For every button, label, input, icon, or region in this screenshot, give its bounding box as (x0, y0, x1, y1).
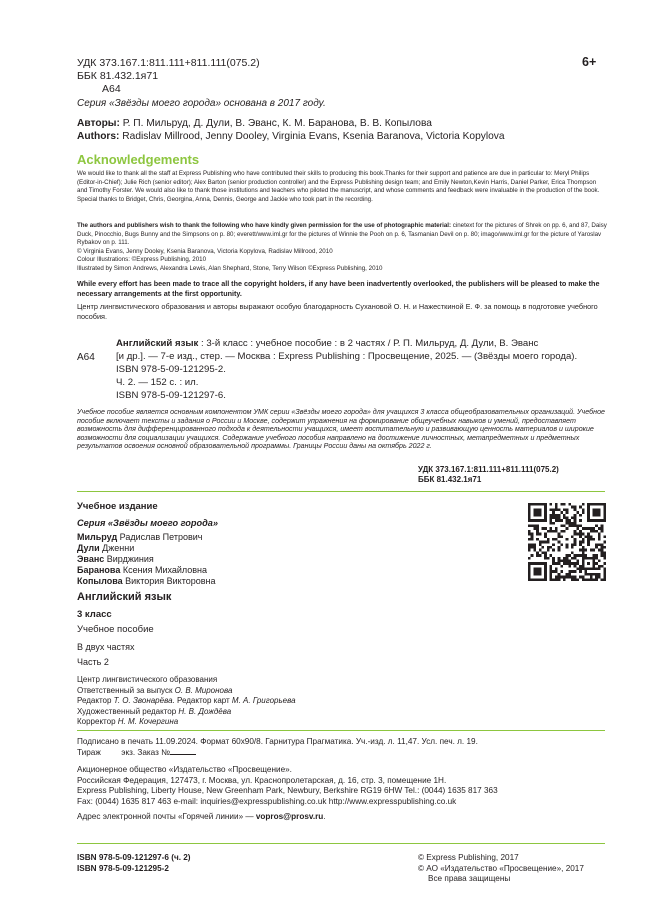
author-names-list (77, 532, 216, 587)
authors-ru-names: Р. П. Мильруд, Д. Дули, В. Эванс, К. М. Баранова, В. В. Копылова (122, 118, 432, 129)
acknowledgements-body: We would like to thank all the staff at Express Publishing who have contributed their skills to producing this book.Thanks for their support and patience are due in particular to: Meryl Philips (Editor-in-Chief); Julie Rich (senior editor); Alex Barton (senior production controller) and the Express Publishing design team; and Emily Newton,Kevin Harris, Daniel Parker, Erica Thompson and Timothy Forster. We would also like to thank those institutions and teachers who piloted the manuscript, and whose comments and feedback were invaluable in the production of the book. Special thanks to Bridget, Chris, Georgina, Anna, Dennis, George and Jackie who took part in the recording. (77, 170, 600, 203)
authors-en-names: Radislav Millrood, Jenny Dooley, Virginia Evans, Ksenia Baranova, Victoria Kopylova (122, 131, 505, 142)
staff-credits (77, 675, 296, 728)
catalog-line-2: [и др.]. — 7-е изд., стер. — Москва : Express Publishing : Просвещение, 2025. — (Звёзды моего города). (116, 351, 578, 362)
divider-bottom (77, 843, 605, 844)
author-name (77, 543, 216, 554)
permissions-block (77, 222, 607, 273)
edition-type: Учебное издание (77, 501, 158, 512)
imprint-line-2-text: Тираж экз. Заказ № (77, 747, 170, 757)
catalog-code-line: А64 (102, 83, 121, 95)
book-type: Учебное пособие (77, 624, 154, 635)
author-surname: Мильруд (77, 532, 118, 542)
catalog-line-3: ISBN 978-5-09-121295-2. (116, 364, 226, 375)
author-surname: Эванс (77, 554, 105, 564)
publisher-name: Акционерное общество «Издательство «Просвещение». (77, 765, 292, 774)
imprint-line-1: Подписано в печать 11.09.2024. Формат 60x90/8. Гарнитура Прагматика. Уч.-изд. л. 11,47. Усл. печ. л. 19. (77, 737, 478, 746)
hotline-email-link[interactable]: vopros@prosv.ru (255, 812, 324, 821)
credit-editors (77, 696, 296, 707)
divider-top (77, 491, 605, 492)
catalog-line-5: ISBN 978-5-09-121297-6. (116, 390, 226, 401)
series-note: Серия «Звёзды моего города» основана в 2017 году. (77, 98, 326, 109)
credit-map-editor-label: . Редактор карт (172, 696, 232, 705)
catalog-code: А64 (77, 352, 95, 363)
copyright-effort-note: While every effort has been made to trace all the copyright holders, if any have been inadvertently overlooked, the publishers will be pleased to make the necessary arrangements at the first opportunity. (77, 279, 600, 298)
authors-block (77, 117, 505, 143)
age-rating: 6+ (582, 55, 597, 69)
express-address: Express Publishing, Liberty House, New Greenham Park, Newbury, Berkshire RG19 6HW Tel.: (0044) 1635 817 363 (77, 786, 498, 795)
credit-art-editor-name: Н. В. Дождёва (178, 706, 232, 716)
catalog-line-1 (116, 337, 616, 350)
author-surname: Дули (77, 543, 100, 553)
hotline-end: . (323, 812, 326, 821)
credit-responsible (77, 686, 296, 697)
book-title: Английский язык (77, 591, 172, 603)
credit-editor-name: Т. О. Звонарёва (113, 696, 173, 705)
book-parts: В двух частях (77, 642, 135, 652)
author-given: Вирджиния (104, 554, 154, 564)
author-name (77, 576, 216, 587)
permissions-rest: cinetext for the pictures of Shrek on pp. 6, and 87, Daisy Duck, Pinocchio, Bugs Bunny and the Simpsons on p. 80; everett/www.iml.gr for the pictures of Winnie the Pooh on p. 6, Tasmanian Devil on p. 80; imago/www.iml.gr for the picture of Yaroslav Rybakov on p. 111. (77, 222, 607, 246)
author-name (77, 532, 216, 543)
catalog-record (116, 337, 616, 402)
credit-proofreader-label: Корректор (77, 717, 118, 726)
catalog-line-1-rest: : 3-й класс : учебное пособие : в 2 частях / Р. П. Мильруд, Д. Дули, В. Эванс (198, 338, 539, 349)
authors-ru (77, 117, 505, 130)
express-contacts: Fax: (0044) 1635 817 463 e-mail: inquiries@expresspublishing.co.uk http://www.expresspublishing.co.uk (77, 796, 457, 806)
copyright-credit-illustrations: Colour Illustrations: ©Express Publishing, 2010 (77, 256, 207, 263)
udc-block-top (77, 57, 260, 96)
bbk-line: ББК 81.432.1я71 (77, 70, 159, 82)
author-given: Дженни (99, 543, 135, 553)
isbn-part-2: ISBN 978-5-09-121297-6 (ч. 2) (77, 853, 191, 862)
copyright-express: © Express Publishing, 2017 (418, 853, 519, 862)
isbn-set: ISBN 978-5-09-121295-2 (77, 863, 169, 873)
book-grade: 3 класс (77, 609, 112, 620)
edition-series: Серия «Звёзды моего города» (77, 518, 219, 528)
credit-map-editor-name: М. А. Григорьева (231, 696, 296, 705)
imprint-line-2 (77, 748, 478, 759)
credit-art-editor (77, 707, 296, 718)
publisher-address: Российская Федерация, 127473, г. Москва, ул. Краснопролетарская, д. 16, стр. 3, помещение 1Н. (77, 775, 447, 785)
copyright-credit-authors: © Virginia Evans, Jenny Dooley, Ksenia Baranova, Victoria Kopylova, Radislav Millrood, 2010 (77, 247, 333, 255)
udc-line: УДК 373.167.1:811.111+811.111(075.2) (77, 57, 260, 69)
author-surname: Баранова (77, 565, 121, 575)
authors-en-label: Authors: (77, 131, 120, 142)
credit-centre: Центр лингвистического образования (77, 675, 218, 684)
permissions-text (77, 222, 607, 248)
hotline-block (77, 812, 326, 821)
author-name (77, 554, 216, 565)
catalog-line-4: Ч. 2. — 152 с. : ил. (116, 377, 199, 388)
book-part: Часть 2 (77, 657, 109, 667)
author-surname: Копылова (77, 576, 123, 586)
bbk-line-bottom: ББК 81.432.1я71 (418, 475, 482, 484)
isbn-block (77, 853, 191, 874)
acknowledgements-title: Acknowledgements (77, 152, 200, 167)
imprint-block (77, 737, 478, 758)
hotline-label: Адрес электронной почты «Горячей линии» — (77, 812, 256, 821)
permissions-lead: The authors and publishers wish to thank the following who have kindly given permission for the use of photographic material: (77, 222, 452, 229)
udc-line-bottom: УДК 373.167.1:811.111+811.111(075.2) (418, 465, 559, 474)
author-given: Радислав Петрович (117, 532, 203, 542)
catalog-title: Английский язык (116, 338, 199, 349)
copyright-credit-illustrators: Illustrated by Simon Andrews, Alexandra Lewis, Alan Shephard, Stone, Terry Wilson ©Express Publishing, 2010 (77, 264, 383, 272)
divider-imprint (77, 730, 605, 731)
authors-ru-label: Авторы: (77, 118, 120, 129)
centre-thanks: Центр лингвистического образования и авторы выражают особую благодарность Сухановой О. Н. и Нажесткиной Е. Ф. за помощь в подготовке учебного пособия. (77, 302, 598, 321)
author-name (77, 565, 216, 576)
qr-code-icon[interactable] (528, 503, 606, 581)
credit-editor-label: Редактор (77, 696, 114, 705)
credit-proofreader-name: Н. М. Кочергина (117, 717, 179, 726)
express-publishing-block (77, 786, 498, 807)
author-given: Ксения Михайловна (120, 565, 208, 575)
book-annotation: Учебное пособие является основным компонентом УМК серии «Звёзды моего города» для учащихся 3 класса общеобразовательных организаций. Учебное пособие включает тексты и задания о России и Москве, содержит упражнения на формирование общеучебных навыков и умений, предоставляет возможность для дифференцированного подхода к деятельности учащихся, имеет воспитательную и развивающую ценность материалов и широкие возможности для социализации учащихся. Содержание учебного пособия направлено на достижение личностных, метапредметных и предметных результатов освоения основной образовательной программы. Границы России даны на октябрь 2022 г. (77, 408, 605, 450)
credit-art-editor-label: Художественный редактор (77, 706, 179, 716)
credit-proofreader (77, 717, 296, 728)
copyright-prosv: © АО «Издательство «Просвещение», 2017 (418, 863, 584, 873)
author-given: Виктория Викторовна (122, 576, 216, 586)
authors-en (77, 130, 505, 143)
udc-block-bottom (418, 465, 559, 485)
copyright-block (418, 853, 584, 885)
publisher-block (77, 765, 446, 786)
credit-responsible-label: Ответственный за выпуск (77, 685, 175, 695)
rights-reserved: Все права защищены (428, 874, 511, 883)
credit-responsible-name: О. В. Миронова (174, 685, 233, 695)
